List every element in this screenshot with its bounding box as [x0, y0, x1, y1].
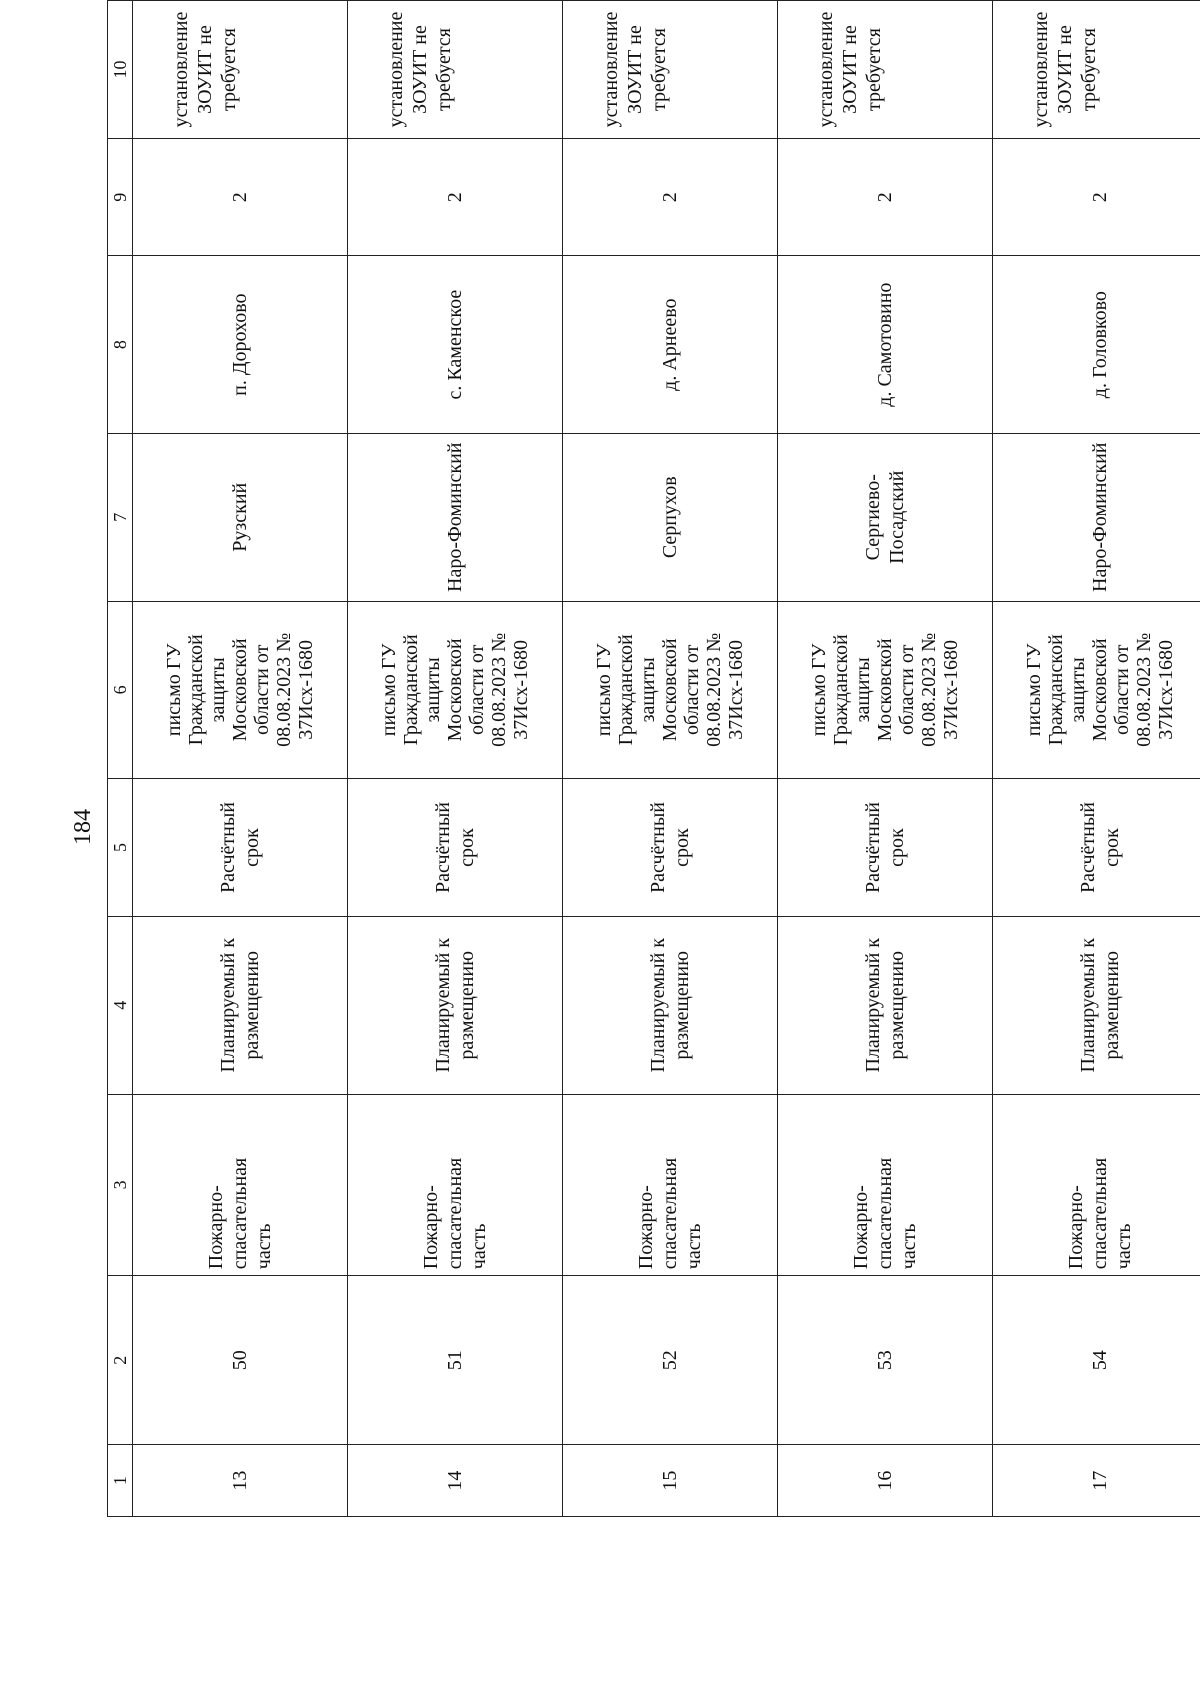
column-number: 3 — [108, 1094, 133, 1276]
district-cell: Сергиево-Посадский — [778, 433, 993, 601]
zouit-cell: установление ЗОУИТ не требуется — [778, 1, 993, 139]
column-number: 2 — [108, 1276, 133, 1445]
column-number-row — [108, 1, 133, 1517]
term-cell: Расчётный срок — [133, 779, 348, 917]
status-cell: Планируемый к размещению — [993, 916, 1200, 1094]
basis-document-cell: письмо ГУ Гражданской защиты Московской области от 08.08.2023 № 37Исх-1680 — [563, 601, 778, 779]
basis-document-cell: письмо ГУ Гражданской защиты Московской области от 08.08.2023 № 37Исх-1680 — [348, 601, 563, 779]
district-cell: Наро-Фоминский — [348, 433, 563, 601]
page-number: 184 — [70, 809, 96, 845]
location-cell: с. Каменское — [348, 256, 563, 434]
significance-cell: 2 — [133, 139, 348, 256]
term-cell: Расчётный срок — [778, 779, 993, 917]
district-cell: Наро-Фоминский — [993, 433, 1200, 601]
significance-cell: 2 — [563, 139, 778, 256]
table-row — [993, 1, 1200, 1517]
location-cell: д. Арнеево — [563, 256, 778, 434]
column-number: 6 — [108, 601, 133, 779]
zouit-cell: установление ЗОУИТ не требуется — [993, 1, 1200, 139]
table-row — [348, 1, 563, 1517]
object-name-cell: Пожарно- спасательная часть — [563, 1094, 778, 1276]
column-number: 5 — [108, 779, 133, 917]
object-number-cell: 51 — [348, 1276, 563, 1445]
district-cell: Серпухов — [563, 433, 778, 601]
table-row — [563, 1, 778, 1517]
status-cell: Планируемый к размещению — [778, 916, 993, 1094]
object-name-cell: Пожарно- спасательная часть — [778, 1094, 993, 1276]
column-number: 4 — [108, 916, 133, 1094]
column-number: 1 — [108, 1445, 133, 1517]
term-cell: Расчётный срок — [563, 779, 778, 917]
basis-document-cell: письмо ГУ Гражданской защиты Московской области от 08.08.2023 № 37Исх-1680 — [133, 601, 348, 779]
location-cell: д. Головково — [993, 256, 1200, 434]
location-cell: д. Самотовино — [778, 256, 993, 434]
column-number: 7 — [108, 433, 133, 601]
object-name-cell: Пожарно- спасательная часть — [993, 1094, 1200, 1276]
row-number-cell: 17 — [993, 1445, 1200, 1517]
basis-document-cell: письмо ГУ Гражданской защиты Московской области от 08.08.2023 № 37Исх-1680 — [778, 601, 993, 779]
significance-cell: 2 — [348, 139, 563, 256]
row-number-cell: 14 — [348, 1445, 563, 1517]
status-cell: Планируемый к размещению — [563, 916, 778, 1094]
row-number-cell: 15 — [563, 1445, 778, 1517]
column-number: 9 — [108, 139, 133, 256]
significance-cell: 2 — [993, 139, 1200, 256]
table-row — [778, 1, 993, 1517]
object-number-cell: 53 — [778, 1276, 993, 1445]
zouit-cell: установление ЗОУИТ не требуется — [133, 1, 348, 139]
zouit-cell: установление ЗОУИТ не требуется — [348, 1, 563, 139]
object-number-cell: 54 — [993, 1276, 1200, 1445]
status-cell: Планируемый к размещению — [348, 916, 563, 1094]
term-cell: Расчётный срок — [993, 779, 1200, 917]
location-cell: п. Дорохово — [133, 256, 348, 434]
row-number-cell: 16 — [778, 1445, 993, 1517]
district-cell: Рузский — [133, 433, 348, 601]
object-name-cell: Пожарно- спасательная часть — [348, 1094, 563, 1276]
basis-document-cell: письмо ГУ Гражданской защиты Московской области от 08.08.2023 № 37Исх-1680 — [993, 601, 1200, 779]
zouit-cell: установление ЗОУИТ не требуется — [563, 1, 778, 139]
objects-table — [107, 0, 1200, 1517]
table-row — [133, 1, 348, 1517]
column-number: 8 — [108, 256, 133, 434]
column-number: 10 — [108, 1, 133, 139]
object-name-cell: Пожарно- спасательная часть — [133, 1094, 348, 1276]
object-number-cell: 50 — [133, 1276, 348, 1445]
status-cell: Планируемый к размещению — [133, 916, 348, 1094]
significance-cell: 2 — [778, 139, 993, 256]
term-cell: Расчётный срок — [348, 779, 563, 917]
object-number-cell: 52 — [563, 1276, 778, 1445]
row-number-cell: 13 — [133, 1445, 348, 1517]
